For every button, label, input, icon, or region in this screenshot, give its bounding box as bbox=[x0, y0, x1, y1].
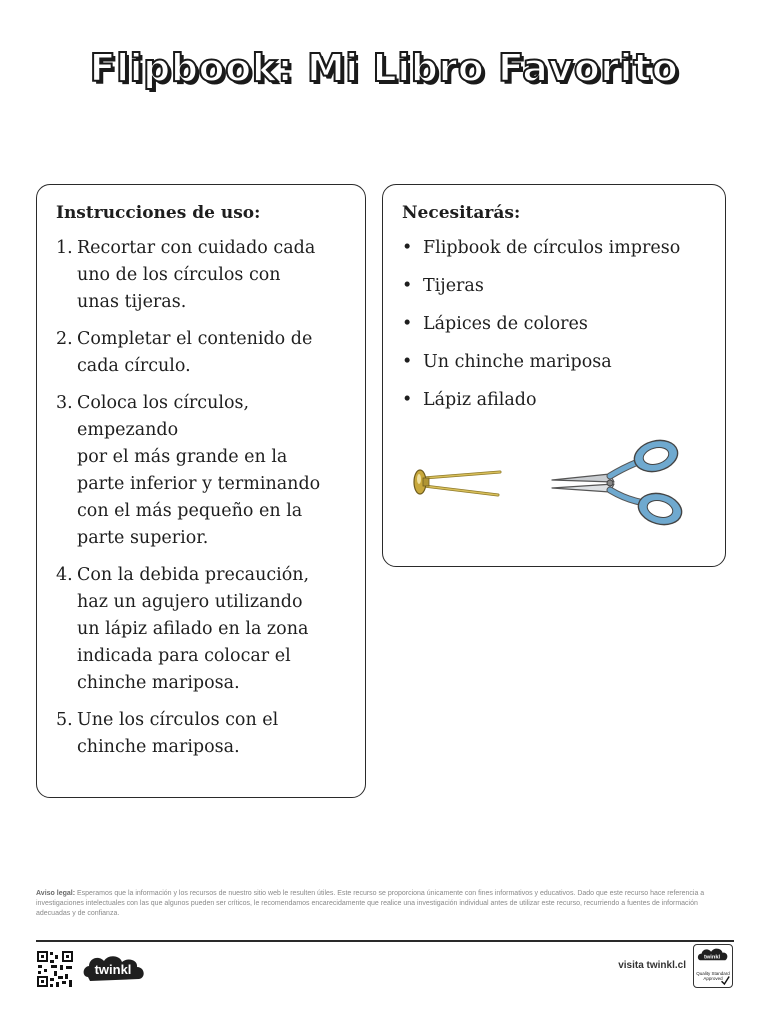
qr-code-icon bbox=[36, 950, 74, 988]
bullet-icon: • bbox=[402, 390, 413, 410]
badge-logo-text: twinkl bbox=[703, 954, 721, 961]
visit-link[interactable]: visita twinkl.cl bbox=[618, 960, 686, 971]
step-number: 3. bbox=[56, 393, 73, 413]
list-item bbox=[56, 326, 347, 380]
materials-list bbox=[402, 235, 707, 414]
list-item bbox=[56, 707, 347, 761]
step-text: Recortar con cuidado cada uno de los círculos con unas tijeras. bbox=[77, 238, 316, 312]
scissors-image bbox=[548, 436, 688, 530]
step-number: 4. bbox=[56, 565, 73, 585]
twinkl-logo bbox=[80, 951, 150, 987]
list-item bbox=[402, 349, 707, 376]
step-text: Completar el contenido de cada círculo. bbox=[77, 329, 313, 376]
bullet-icon: • bbox=[402, 314, 413, 334]
step-text: Coloca los círculos, empezando por el más grande en la parte inferior y terminando con el más pequeño en la parte superior. bbox=[77, 393, 321, 548]
material-text: Lápices de colores bbox=[423, 314, 588, 334]
material-text: Un chinche mariposa bbox=[423, 352, 612, 372]
logo-text: twinkl bbox=[94, 962, 132, 977]
badge-caption: Quality Standard Approved bbox=[696, 971, 730, 981]
bullet-icon: • bbox=[402, 238, 413, 258]
list-item bbox=[56, 235, 347, 316]
page-title: Flipbook: Mi Libro Favorito bbox=[89, 46, 679, 90]
disclaimer-label: Aviso legal: bbox=[36, 890, 76, 897]
list-item bbox=[56, 390, 347, 552]
list-item bbox=[402, 235, 707, 262]
bullet-icon: • bbox=[402, 276, 413, 296]
disclaimer-text: Esperamos que la información y los recursos de nuestro sitio web le resulten útiles. Este recurso se proporciona únicamente con fines informativos y educativos. Dado que este recurso hace referencia a investigaciones intelectuales con las que algunos pueden ser críticos, le recomendamos encarecidamente que realice una investigación individual antes de utilizar este recurso, recurriendo a fuentes de información adecuadas y de confianza. bbox=[36, 890, 705, 917]
step-text: Con la debida precaución, haz un agujero utilizando un lápiz afilado en la zona indicada para colocar el chinche mariposa. bbox=[77, 565, 310, 693]
list-item bbox=[402, 387, 707, 414]
material-text: Tijeras bbox=[423, 276, 484, 296]
paper-fastener-image bbox=[410, 462, 506, 502]
instructions-list bbox=[56, 235, 347, 761]
materials-heading: Necesitarás: bbox=[402, 203, 521, 223]
list-item bbox=[402, 311, 707, 338]
step-text: Une los círculos con el chinche mariposa. bbox=[77, 710, 279, 757]
instructions-box bbox=[36, 184, 366, 798]
instructions-heading: Instrucciones de uso: bbox=[56, 203, 261, 223]
step-number: 1. bbox=[56, 238, 73, 258]
material-text: Flipbook de círculos impreso bbox=[423, 238, 681, 258]
quality-badge bbox=[693, 944, 733, 988]
footer-divider bbox=[36, 940, 734, 942]
bullet-icon: • bbox=[402, 352, 413, 372]
list-item bbox=[402, 273, 707, 300]
step-number: 5. bbox=[56, 710, 73, 730]
list-item bbox=[56, 562, 347, 697]
step-number: 2. bbox=[56, 329, 73, 349]
material-text: Lápiz afilado bbox=[423, 390, 537, 410]
legal-disclaimer bbox=[36, 889, 734, 919]
